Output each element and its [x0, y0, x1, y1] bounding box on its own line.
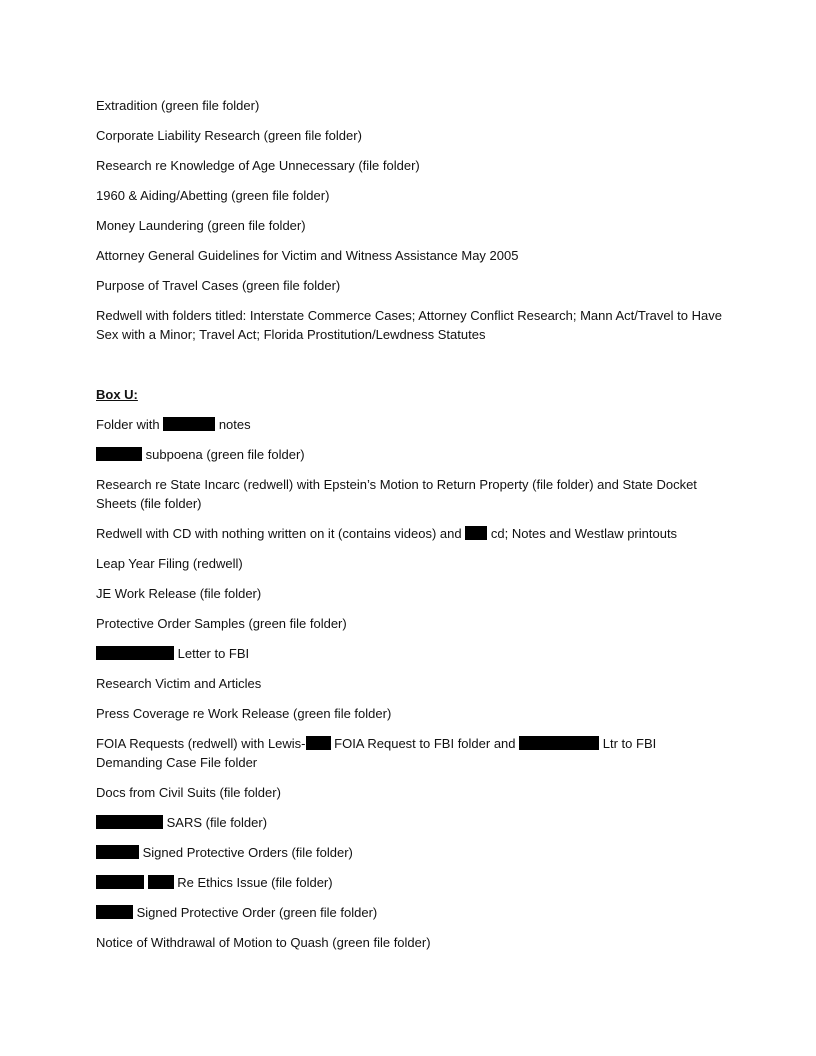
list-item: Press Coverage re Work Release (green file folder) — [96, 706, 392, 721]
item-text: notes — [218, 417, 251, 432]
item-text: Signed Protective Orders (file folder) — [142, 845, 353, 860]
list-item: Purpose of Travel Cases (green file folder) — [96, 278, 341, 293]
item-text: Letter to FBI — [177, 646, 250, 661]
list-item: Notice of Withdrawal of Motion to Quash (green file folder) — [96, 935, 431, 950]
item-text: Re Ethics Issue (file folder) — [177, 875, 333, 890]
list-item: Protective Order Samples (green file folder) — [96, 616, 347, 631]
item-text: FOIA Requests (redwell) with Lewis- — [96, 736, 306, 751]
list-item — [96, 873, 726, 892]
list-item: Corporate Liability Research (green file folder) — [96, 128, 362, 143]
redaction-block — [306, 736, 331, 750]
list-item: Attorney General Guidelines for Victim and Witness Assistance May 2005 — [96, 248, 519, 263]
item-text: Redwell with CD with nothing written on it (contains videos) and — [96, 526, 462, 541]
box-u-heading: Box U: — [96, 387, 138, 402]
list-item: Research Victim and Articles — [96, 676, 262, 691]
list-item: Research re Knowledge of Age Unnecessary (file folder) — [96, 158, 420, 173]
list-item — [96, 644, 726, 663]
redaction-block — [163, 417, 215, 431]
redaction-block — [148, 875, 174, 889]
list-item: Extradition (green file folder) — [96, 98, 260, 113]
redaction-block — [96, 447, 142, 461]
list-item — [96, 734, 726, 772]
list-item: Money Laundering (green file folder) — [96, 218, 306, 233]
section-spacer — [96, 355, 726, 385]
list-item — [96, 843, 726, 862]
list-item — [96, 445, 726, 464]
redaction-block — [96, 845, 139, 859]
redaction-block — [519, 736, 599, 750]
list-item: Redwell with folders titled: Interstate Commerce Cases; Attorney Conflict Research; Mann Act/Travel to Have Sex with a Minor; Travel Act; Florida Prostitution/Lewdness Statutes — [96, 308, 722, 342]
list-item: Leap Year Filing (redwell) — [96, 556, 243, 571]
list-item — [96, 415, 726, 434]
redaction-block — [96, 905, 133, 919]
item-text: subpoena (green file folder) — [145, 447, 305, 462]
redaction-block — [96, 646, 174, 660]
item-text: FOIA Request to FBI folder and — [334, 736, 516, 751]
list-item — [96, 813, 726, 832]
item-text: Ltr to FBI Demanding Case File folder — [96, 736, 657, 770]
list-item — [96, 903, 726, 922]
item-text: SARS (file folder) — [166, 815, 268, 830]
redaction-block — [96, 815, 163, 829]
list-item: JE Work Release (file folder) — [96, 586, 262, 601]
list-item: Docs from Civil Suits (file folder) — [96, 785, 281, 800]
item-text: Folder with — [96, 417, 160, 432]
item-text: cd; Notes and Westlaw printouts — [490, 526, 678, 541]
list-item: 1960 & Aiding/Abetting (green file folder) — [96, 188, 330, 203]
list-item: Research re State Incarc (redwell) with Epstein’s Motion to Return Property (file folder) and State Docket Sheets (file folder) — [96, 477, 697, 511]
item-text: Signed Protective Order (green file folder) — [136, 905, 378, 920]
redaction-block — [96, 875, 144, 889]
document-page — [96, 96, 726, 963]
redaction-block — [465, 526, 487, 540]
list-item — [96, 524, 726, 543]
